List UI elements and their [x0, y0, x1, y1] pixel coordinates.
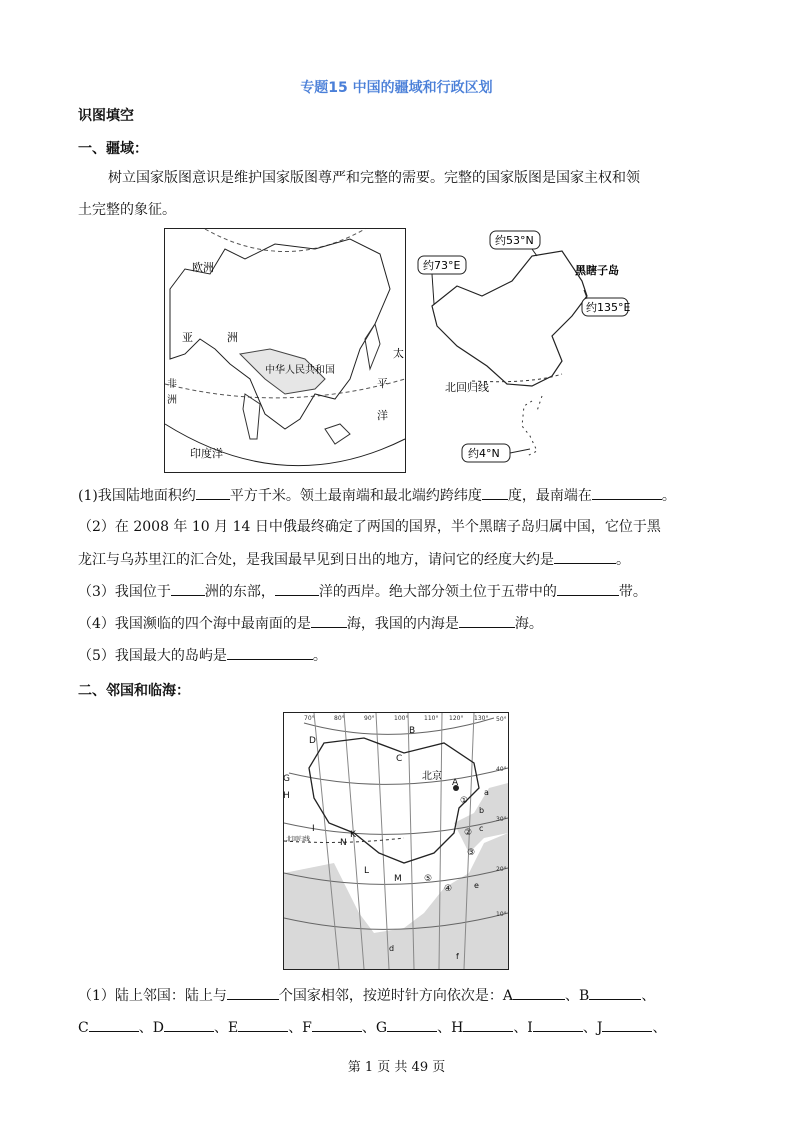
lon-70: 70° [304, 715, 315, 722]
country-b: B [409, 726, 416, 736]
lon-90: 90° [364, 715, 375, 722]
label-pacific-ping: 平 [377, 377, 388, 390]
answer-blank-ocean[interactable] [275, 583, 319, 596]
label-lat53: 约53°N [495, 234, 534, 247]
island-2: ② [464, 828, 473, 838]
island-4: ④ [444, 884, 453, 894]
question-6-line-1: （1）陆上邻国：陆上与 个国家相邻，按逆时针方向依次是：A 、B 、 [78, 988, 656, 1004]
china-extent-map [412, 226, 637, 466]
india-peninsula [243, 394, 260, 439]
question-5: （5）我国最大的岛屿是 。 [78, 648, 327, 664]
section-2-heading: 二、邻国和临海： [78, 683, 190, 699]
answer-blank-neighbor-count[interactable] [227, 987, 279, 1000]
lat-40: 40° [496, 766, 507, 773]
country-d: D [309, 736, 316, 746]
question-2-line-1: （2）在 2008 年 10 月 14 日中俄最终确定了两国的国界，半个黑瞎子岛归属中国，它位于黑 [78, 519, 661, 535]
intro-line-2: 土完整的象征。 [78, 202, 176, 218]
answer-blank-c[interactable] [89, 1019, 139, 1032]
label-asia-zhou: 洲 [227, 331, 238, 344]
lat-30: 30° [496, 816, 507, 823]
lat-10: 10° [496, 911, 507, 918]
answer-blank-zone[interactable] [557, 583, 619, 596]
sea-f: f [456, 952, 459, 961]
question-4: （4）我国濒临的四个海中最南面的是 海，我国的内海是 海。 [78, 616, 543, 632]
lon-120: 120° [449, 715, 464, 722]
asia-map-svg [165, 229, 405, 472]
lon-80: 80° [334, 715, 345, 722]
country-a: A [452, 778, 459, 788]
lon-130: 130° [474, 715, 489, 722]
japan-islands [365, 324, 380, 369]
answer-blank-h[interactable] [463, 1019, 513, 1032]
country-l: L [364, 866, 370, 876]
sea-e: e [474, 881, 479, 890]
china-extent-svg [412, 226, 637, 466]
label-heixiazi-island: 黑瞎子岛 [575, 264, 619, 277]
question-1: (1)我国陆地面积约 平方千米。领土最南端和最北端约跨纬度 度，最南端在 。 [78, 488, 676, 504]
label-lon73: 约73°E [423, 259, 461, 272]
intro-line-1: 树立国家版图意识是维护国家版图尊严和完整的需要。完整的国家版图是国家主权和领 [108, 170, 640, 186]
page-footer: 第 1 页 共 49 页 [347, 1060, 446, 1075]
callout-lon73-pointer [432, 274, 434, 304]
indonesia-islands [325, 424, 350, 444]
label-lat4: 约4°N [468, 447, 500, 460]
island-5: ⑤ [424, 874, 433, 884]
answer-blank-longitude[interactable] [554, 551, 616, 564]
label-pacific-yang: 洋 [377, 409, 388, 422]
lat-20: 20° [496, 866, 507, 873]
neighbors-map-svg [284, 713, 508, 969]
answer-blank-inland-sea[interactable] [459, 615, 515, 628]
lon-labels [304, 715, 488, 722]
label-indian-ocean: 印度洋 [190, 447, 223, 460]
country-g: G [283, 774, 290, 784]
answer-blank-j[interactable] [602, 1019, 652, 1032]
label-africa-zhou: 洲 [167, 395, 177, 406]
country-n: N [340, 838, 347, 848]
label-africa-fei: 非 [167, 379, 177, 390]
country-c: C [396, 754, 403, 764]
lon-100: 100° [394, 715, 409, 722]
label-tropic: 北回归线 [445, 381, 489, 394]
asia-map [164, 228, 406, 473]
section-1-heading: 一、疆域： [78, 141, 148, 157]
callout-lat4-pointer [510, 449, 530, 453]
sea-b: b [479, 806, 485, 815]
answer-blank-largest-island[interactable] [227, 647, 313, 660]
answer-blank-area[interactable] [196, 487, 230, 500]
answer-blank-d[interactable] [164, 1019, 214, 1032]
answer-blank-continent[interactable] [171, 583, 205, 596]
answer-blank-southern-sea[interactable] [311, 615, 347, 628]
sea-a: a [484, 788, 489, 797]
arctic-circle [205, 229, 365, 252]
country-h: H [283, 791, 290, 801]
label-pacific-tai: 太 [393, 347, 404, 360]
label-prc: 中华人民共和国 [265, 365, 335, 376]
sea-c: c [479, 824, 484, 833]
page-title: 专题15 中国的疆域和行政区划 [300, 80, 493, 96]
label-europe: 欧洲 [192, 261, 214, 274]
country-m: M [394, 874, 402, 884]
label-beijing: 北京 [422, 771, 442, 782]
answer-blank-i[interactable] [533, 1019, 583, 1032]
lat-50: 50° [496, 716, 507, 723]
island-1: ① [460, 796, 469, 806]
question-2-line-2: 龙江与乌苏里江的汇合处，是我国最早见到日出的地方，请问它的经度大约是 。 [78, 552, 630, 568]
country-k: K [350, 830, 356, 840]
south-sea-islands [522, 396, 542, 456]
neighbors-map [283, 712, 509, 970]
answer-blank-latitude-span[interactable] [482, 487, 508, 500]
label-asia-ya: 亚 [182, 331, 193, 344]
china-border [309, 738, 479, 863]
label-lon135: 约135°E [586, 301, 631, 314]
country-labels [283, 726, 459, 884]
section-main-heading: 识图填空 [78, 108, 134, 124]
callout-lat53-pointer [532, 249, 537, 256]
country-i: I [312, 824, 315, 834]
answer-blank-g[interactable] [387, 1019, 437, 1032]
answer-blank-b[interactable] [589, 987, 641, 1000]
lon-110: 110° [424, 715, 439, 722]
label-tropic: 北回归线 [286, 836, 311, 843]
answer-blank-a[interactable] [513, 987, 565, 1000]
question-3: （3）我国位于 洲的东部， 洋的西岸。绝大部分领土位于五带中的 带。 [78, 584, 647, 600]
answer-blank-f[interactable] [312, 1019, 362, 1032]
question-6-line-2: C 、D 、E 、F 、G 、H 、I 、J 、 [78, 1020, 667, 1036]
answer-blank-southernmost[interactable] [592, 487, 662, 500]
answer-blank-e[interactable] [238, 1019, 288, 1032]
island-3: ③ [467, 848, 476, 858]
sea-d: d [389, 944, 395, 953]
